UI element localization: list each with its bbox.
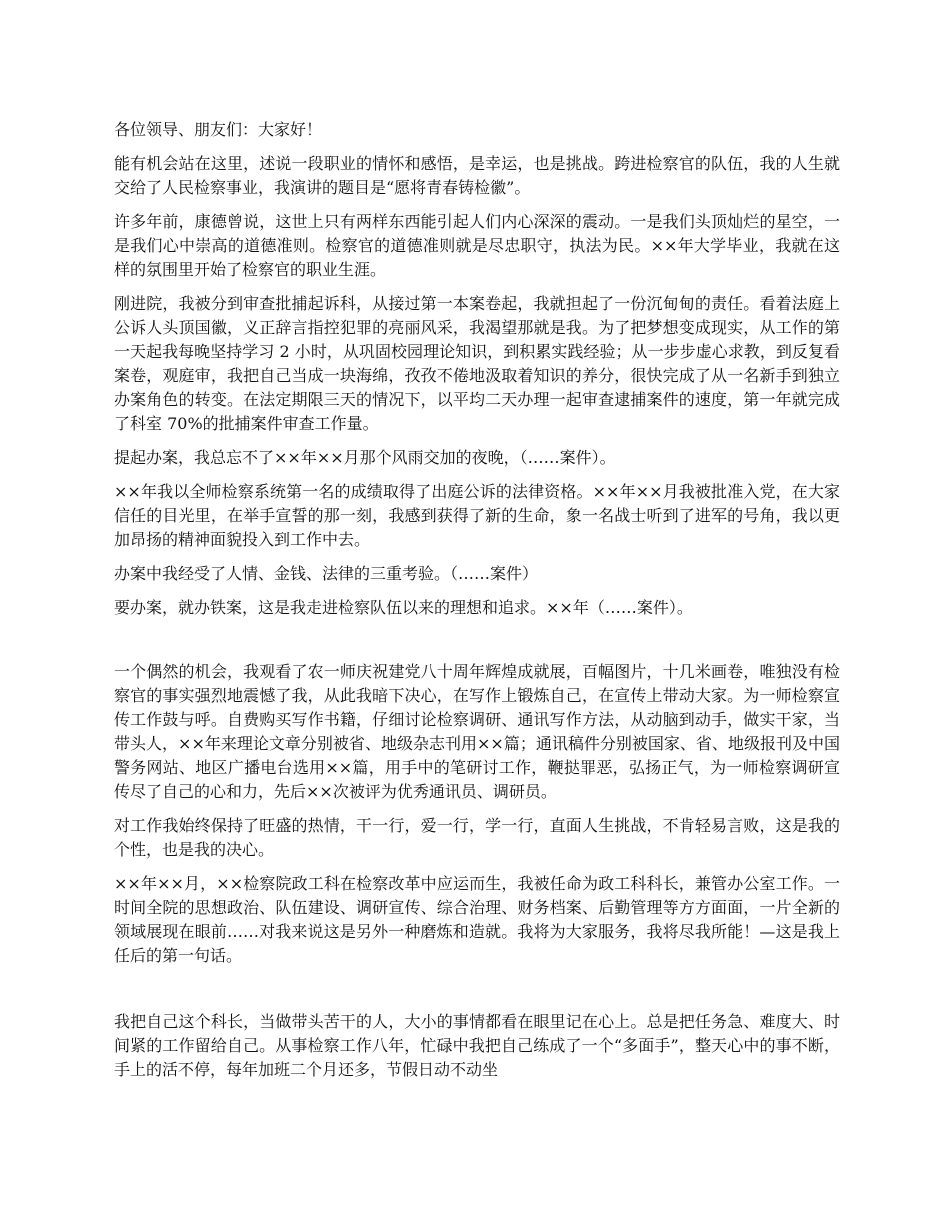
joining-paragraph: 刚进院，我被分到审查批捕起诉科，从接过第一本案卷起，我就担起了一份沉甸甸的责任。看着法庭上公诉人头顶国徽，义正辞言指控犯罪的亮丽风采，我渴望那就是我。为了把梦想变成现实，从工作的第一天起我每晚坚持学习 2 小时，从巩固校园理论知识，到积累实践经验；从一步步虚心求教，到反复看案卷，观庭审，我把自己当成一块海绵，孜孜不倦地汲取着知识的养分，很快完成了从一名新手到独立办案角色的转变。在法定期限三天的情况下，以平均二天办理一起审查逮捕案件的速度，第一年就完成了科室 70%的批捕案件审查工作量。 — [114, 294, 840, 433]
intro-paragraph: 能有机会站在这里，述说一段职业的情怀和感悟，是幸运，也是挑战。跨进检察官的队伍，我的人生就交给了人民检察事业，我演讲的题目是“愿将青春铸检徽”。 — [114, 154, 840, 197]
greeting-paragraph: 各位领导、朋友们：大家好！ — [114, 120, 323, 139]
storm-night-paragraph: 提起办案，我总忘不了××年××月那个风雨交加的夜晚，（……案件）。 — [114, 448, 616, 467]
exhibition-paragraph: 一个偶然的机会，我观看了农一师庆祝建党八十周年辉煌成就展，百幅图片，十几米画卷，唯独没有检察官的事实强烈地震憾了我，从此我暗下决心，在写作上锻炼自己，在宣传上带动大家。为一师检察宣传工作鼓与呼。自费购买写作书籍，仔细讨论检察调研、通讯写作方法，从动脑到动手，做实干家，当带头人，××年来理论文章分别被省、地级杂志刊用××篇；通讯稿件分别被国家、省、地级报刊及中国警务网站、地区广播电台选用××篇，用手中的笔研讨工作，鞭挞罪恶，弘扬正气，为一师检察调研宣传尽了自己的心和力，先后××次被评为优秀通讯员、调研员。 — [114, 662, 840, 801]
document-body — [114, 118, 840, 1092]
enthusiasm-paragraph: 对工作我始终保持了旺盛的热情，干一行，爱一行，学一行，直面人生挑战，不肯轻易言败，这是我的个性，也是我的决心。 — [114, 816, 840, 859]
qualification-paragraph: ××年我以全师检察系统第一名的成绩取得了出庭公诉的法律资格。××年××月我被批准入党，在大家信任的目光里，在举手宣誓的那一刻，我感到获得了新的生命，象一名战士听到了进军的号角，我以更加昂扬的精神面貌投入到工作中去。 — [114, 482, 840, 549]
political-section-paragraph: ××年××月，××检察院政工科在检察改革中应运而生，我被任命为政工科科长，兼管办公室工作。一时间全院的思想政治、队伍建设、调研宣传、综合治理、财务档案、后勤管理等方方面面，一片全新的领域展现在眼前……对我来说这是另外一种磨炼和造就。我将为大家服务，我将尽我所能！—这是我上任后的第一句话。 — [114, 874, 840, 965]
section-chief-paragraph: 我把自己这个科长，当做带头苦干的人，大小的事情都看在眼里记在心上。总是把任务急、难度大、时间紧的工作留给自己。从事检察工作八年，忙碌中我把自己练成了一个“多面手”，整天心中的事不断，手上的活不停，每年加班二个月还多，节假日动不动坐 — [114, 1012, 840, 1079]
kant-paragraph: 许多年前，康德曾说，这世上只有两样东西能引起人们内心深深的震动。一是我们头顶灿烂的星空，一是我们心中崇高的道德准则。检察官的道德准则就是尽忠职守，执法为民。××年大学毕业，我就在这样的氛围里开始了检察官的职业生涯。 — [114, 212, 840, 279]
iron-case-paragraph: 要办案，就办铁案，这是我走进检察队伍以来的理想和追求。××年（……案件）。 — [114, 598, 693, 617]
three-tests-paragraph: 办案中我经受了人情、金钱、法律的三重考验。（……案件） — [114, 564, 539, 583]
